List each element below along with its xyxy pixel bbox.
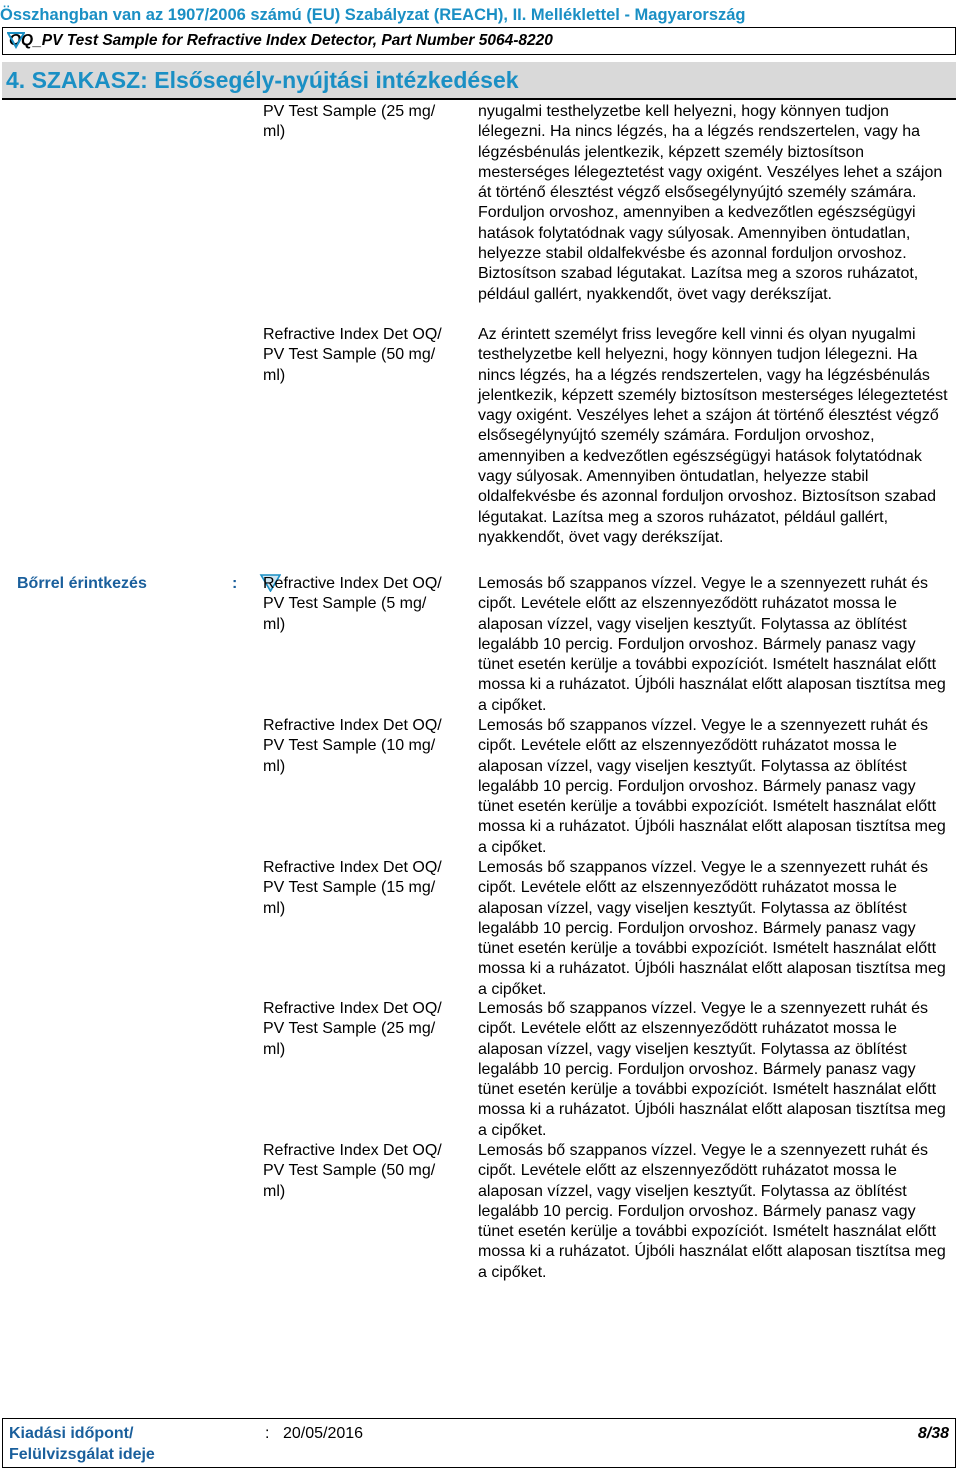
skin-text-50: Lemosás bő szappanos vízzel. Vegye le a szennyezett ruhát és cipőt. Levétele előtt az elszennyeződött ruházatot mossa le alaposan vízzel, vagy viseljen kesztyűt. Folytassa az öblítést legalább 10 percig. Forduljon orvoshoz. Bármely panasz vagy tünet esetén kerülje a további expozíciót. Ismételt használat előtt mossa ki a ruházatot. Újbóli használat előtt alaposan tisztítsa meg a cipőket. — [478, 1142, 946, 1281]
issue-date-value: 20/05/2016 — [283, 1425, 364, 1442]
inhalation-text-25: nyugalmi testhelyzetbe kell helyezni, hogy könnyen tudjon lélegezni. Ha nincs légzés, ha a légzés rendszertelen, vagy ha légzésbénulás jelentkezik, képzett személy biztosítson mesterséges lélegeztetést vagy oxigént. Veszélyes lehet a szájon át történő élesztést végző elsősegélynyújtó személy számára. Forduljon orvoshoz, amennyiben a kedvezőtlen egészségügyi hatások folytatódnak vagy súlyosak. Amennyiben öntudatlan, helyezze stabil oldalfekvésbe és azonnal forduljon orvoshoz. Biztosítson szabad légutakat. Lazítsa meg a szoros ruházatot, például gallért, nyakkendőt, övet vagy derékszíjat. — [478, 103, 943, 303]
skin-text-15: Lemosás bő szappanos vízzel. Vegye le a szennyezett ruhát és cipőt. Levétele előtt az elszennyeződött ruházatot mossa le alaposan vízzel, vagy viseljen kesztyűt. Folytassa az öblítést legalább 10 percig. Forduljon orvoshoz. Bármely panasz vagy tünet esetén kerülje a további expozíciót. Ismételt használat előtt mossa ki a ruházatot. Újbóli használat előtt alaposan tisztítsa meg a cipőket. — [478, 859, 946, 998]
inhalation-sample-label-25: PV Test Sample (25 mg/ ml) — [263, 103, 436, 141]
skin-text-5: Lemosás bő szappanos vízzel. Vegye le a szennyezett ruhát és cipőt. Levétele előtt az elszennyeződött ruházatot mossa le alaposan vízzel, vagy viseljen kesztyűt. Folytassa az öblítést legalább 10 percig. Forduljon orvoshoz. Bármely panasz vagy tünet esetén kerülje a további expozíciót. Ismételt használat előtt mossa ki a ruházatot. Újbóli használat előtt alaposan tisztítsa meg a cipőket. — [478, 575, 946, 714]
skin-contact-colon: : — [232, 575, 238, 592]
skin-sample-label-25: Refractive Index Det OQ/ PV Test Sample (25 mg/ ml) — [263, 1000, 442, 1058]
regulation-title: Összhangban van az 1907/2006 számú (EU) Szabályzat (REACH), II. Melléklettel - Magyarország — [0, 6, 746, 24]
skin-text-25: Lemosás bő szappanos vízzel. Vegye le a szennyezett ruhát és cipőt. Levétele előtt az elszennyeződött ruházatot mossa le alaposan vízzel, vagy viseljen kesztyűt. Folytassa az öblítést legalább 10 percig. Forduljon orvoshoz. Bármely panasz vagy tünet esetén kerülje a további expozíciót. Ismételt használat előtt mossa ki a ruházatot. Újbóli használat előtt alaposan tisztítsa meg a cipőket. — [478, 1000, 946, 1139]
issue-date-label: Kiadási időpont/ Felülvizsgálat ideje — [9, 1425, 155, 1463]
skin-sample-label-15: Refractive Index Det OQ/ PV Test Sample (15 mg/ ml) — [263, 859, 442, 917]
skin-contact-label: Bőrrel érintkezés — [17, 575, 147, 592]
product-title-bar — [2, 27, 956, 55]
skin-text-10: Lemosás bő szappanos vízzel. Vegye le a szennyezett ruhát és cipőt. Levétele előtt az elszennyeződött ruházatot mossa le alaposan vízzel, vagy viseljen kesztyűt. Folytassa az öblítést legalább 10 percig. Forduljon orvoshoz. Bármely panasz vagy tünet esetén kerülje a további expozíciót. Ismételt használat előtt mossa ki a ruházatot. Újbóli használat előtt alaposan tisztítsa meg a cipőket. — [478, 717, 946, 856]
section-title: 4. SZAKASZ: Elsősegély-nyújtási intézkedések — [2, 62, 956, 100]
issue-date-colon: : — [265, 1425, 270, 1442]
inhalation-sample-label-50: Refractive Index Det OQ/ PV Test Sample (50 mg/ ml) — [263, 326, 442, 384]
product-title: OQ_PV Test Sample for Refractive Index Detector, Part Number 5064-8220 — [9, 32, 553, 49]
skin-sample-label-50: Refractive Index Det OQ/ PV Test Sample (50 mg/ ml) — [263, 1142, 442, 1200]
page-number: 8/38 — [917, 1425, 949, 1442]
skin-sample-label-10: Refractive Index Det OQ/ PV Test Sample (10 mg/ ml) — [263, 717, 442, 775]
page-footer — [2, 1418, 956, 1468]
skin-sample-label-5: Refractive Index Det OQ/ PV Test Sample (5 mg/ ml) — [263, 575, 442, 633]
inhalation-text-50: Az érintett személyt friss levegőre kell vinni és olyan nyugalmi testhelyzetbe kell helyezni, hogy könnyen tudjon lélegezni. Ha nincs légzés, ha a légzés rendszertelen, vagy ha légzésbénulás jelentkezik, képzett személy biztosítson mesterséges lélegeztetést vagy oxigént. Veszélyes lehet a szájon át történő élesztést végző elsősegélynyújtó személy számára. Forduljon orvoshoz, amennyiben a kedvezőtlen egészségügyi hatások folytatódnak vagy súlyosak. Amennyiben öntudatlan, helyezze stabil oldalfekvésbe és azonnal forduljon orvoshoz. Biztosítson szabad légutakat. Lazítsa meg a szoros ruházatot, például gallért, nyakkendőt, övet vagy derékszíjat. — [478, 326, 948, 546]
revision-check-icon — [7, 31, 25, 49]
